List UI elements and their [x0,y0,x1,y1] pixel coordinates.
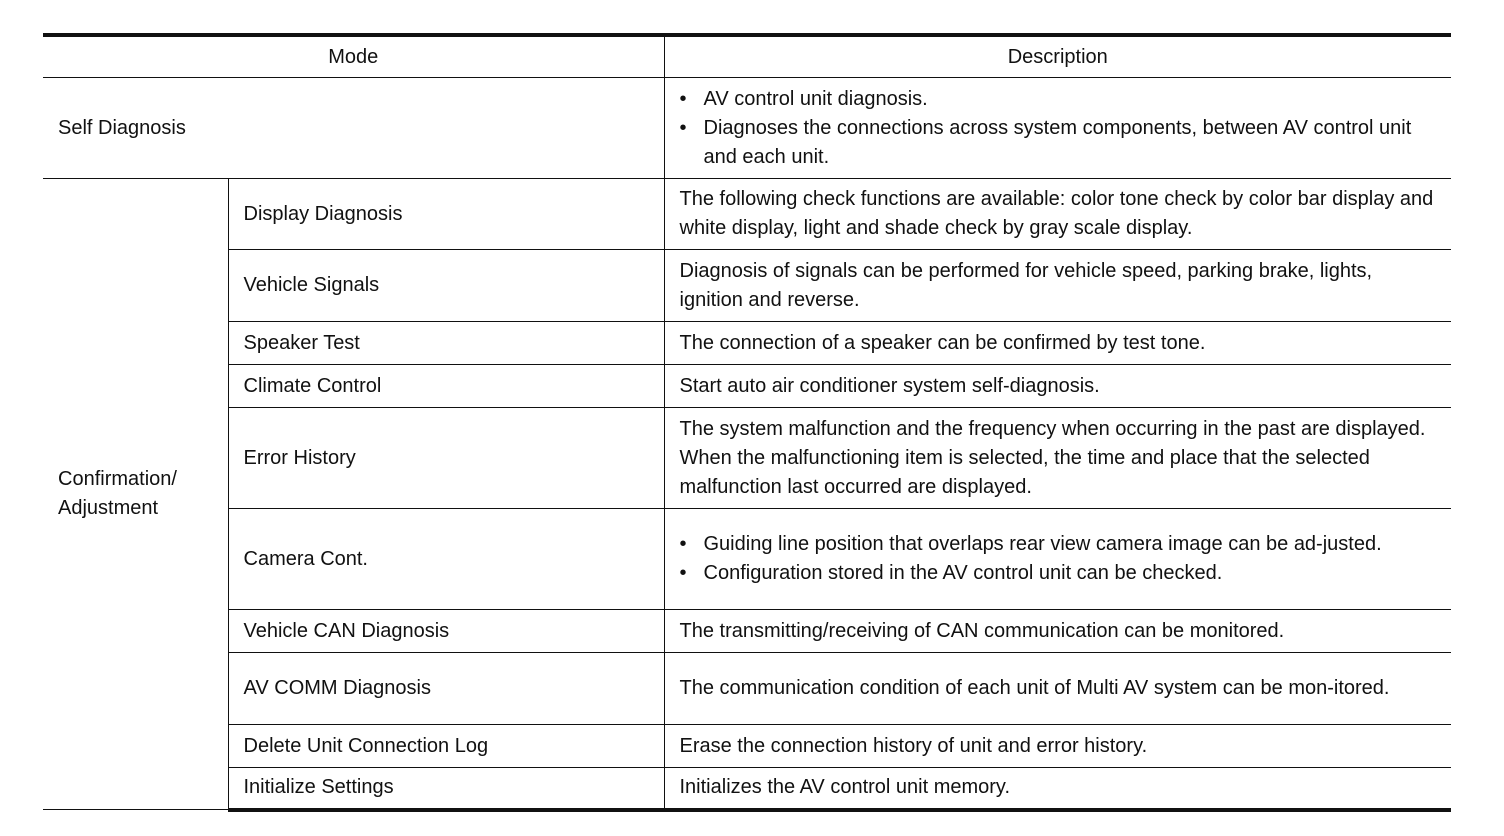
table-row [43,322,1451,365]
header-row [43,35,1451,78]
mode-description-table [43,33,1451,812]
table-row [43,509,1451,610]
table-row [43,653,1451,725]
description-cell: Erase the connection history of unit and error history. [664,725,1451,768]
mode-cell: Self Diagnosis [43,78,664,179]
description-cell: Diagnosis of signals can be performed for vehicle speed, parking brake, lights, ignition and reverse. [664,250,1451,322]
description-cell: The connection of a speaker can be confirmed by test tone. [664,322,1451,365]
description-column-header: Description [664,35,1451,78]
mode-cell: Climate Control [228,365,664,408]
table-row [43,365,1451,408]
table-row [43,408,1451,509]
description-cell: The system malfunction and the frequency when occurring in the past are displayed. When the malfunctioning item is selected, the time and place that the selected malfunction last occurred are displayed. [664,408,1451,509]
table-row [43,725,1451,768]
description-cell: Initializes the AV control unit memory. [664,768,1451,810]
bullet-item: • Configuration stored in the AV control unit can be checked. [680,559,1437,588]
bullet-list [680,85,1437,172]
bullet-item: • AV control unit diagnosis. [680,85,1437,114]
bullet-list [680,530,1437,588]
bullet-item: • Guiding line position that overlaps rear view camera image can be ad-justed. [680,530,1437,559]
mode-cell: AV COMM Diagnosis [228,653,664,725]
mode-cell: Speaker Test [228,322,664,365]
group-label-cell: Confirmation/ Adjustment [43,179,228,810]
mode-cell: Vehicle CAN Diagnosis [228,610,664,653]
mode-cell: Vehicle Signals [228,250,664,322]
description-cell: The communication condition of each unit of Multi AV system can be mon-itored. [664,653,1451,725]
description-cell: The transmitting/receiving of CAN communication can be monitored. [664,610,1451,653]
description-cell: The following check functions are available: color tone check by color bar display and white display, light and shade check by gray scale display. [664,179,1451,250]
table-row [43,250,1451,322]
table-row-self-diagnosis [43,78,1451,179]
mode-cell: Error History [228,408,664,509]
mode-column-header: Mode [43,35,664,78]
mode-cell: Camera Cont. [228,509,664,610]
table-row [43,768,1451,810]
bullet-item: • Diagnoses the connections across system components, between AV control unit and each unit. [680,114,1437,172]
description-cell [664,509,1451,610]
mode-cell: Initialize Settings [228,768,664,810]
description-cell [664,78,1451,179]
mode-cell: Display Diagnosis [228,179,664,250]
description-cell: Start auto air conditioner system self-diagnosis. [664,365,1451,408]
mode-cell: Delete Unit Connection Log [228,725,664,768]
table-row [43,610,1451,653]
table-row [43,179,1451,250]
